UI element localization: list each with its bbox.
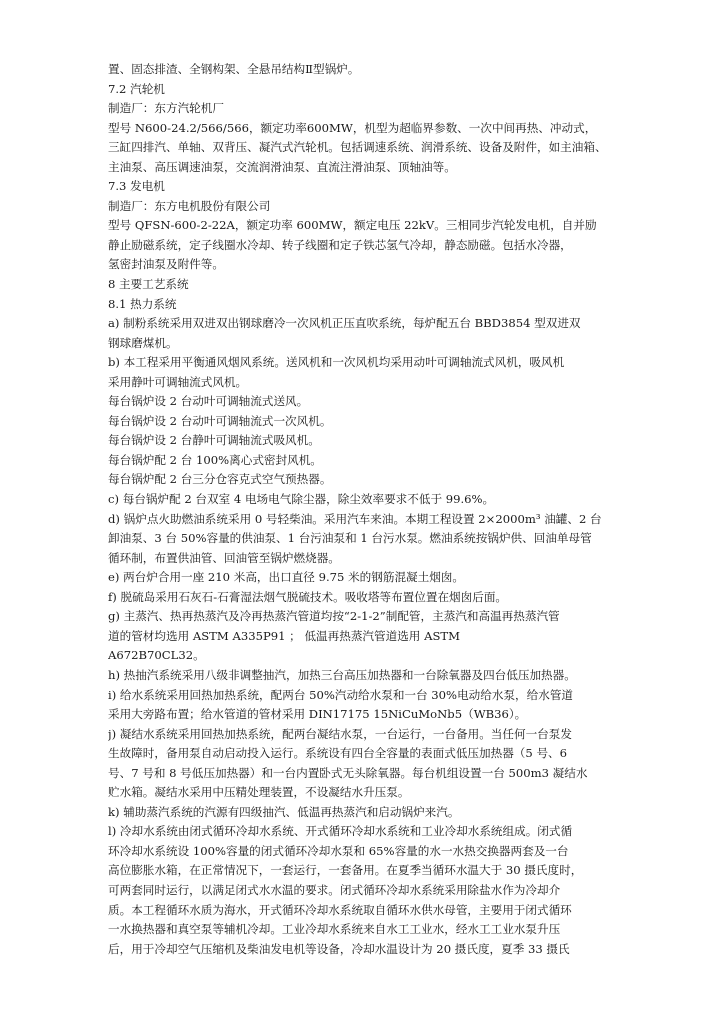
text-line: 每台锅炉设 2 台静叶可调轴流式吸风机。 — [108, 433, 320, 448]
text-line: 静止励磁系统，定子线圈水冷却、转子线圈和定子铁芯氢气冷却，静态励磁。包括水冷器， — [108, 237, 572, 252]
text-line: j) 凝结水系统采用回热加热系统，配两台凝结水泵，一台运行，一台备用。当任何一台泵发 — [108, 726, 572, 741]
text-line: 生故障时，备用泵自动启动投入运行。系统设有四台全容量的表面式低压加热器（5 号、6 — [108, 746, 568, 761]
text-line: f) 脱硫岛采用石灰石-石膏湿法烟气脱硫技术。吸收塔等布置位置在烟囱后面。 — [108, 589, 508, 604]
text-line: 高位膨胀水箱，在正常情况下，一套运行，一套备用。在夏季当循环水温大于 30 摄氏度时， — [108, 863, 583, 878]
text-line: 贮水箱。凝结水采用中压精处理装置，不设凝结水升压泵。 — [108, 785, 410, 800]
text-line: e) 两台炉合用一座 210 米高，出口直径 9.75 米的钢筋混凝土烟囱。 — [108, 570, 465, 585]
text-line: 三缸四排汽、单轴、双背压、凝汽式汽轮机。包括调速系统、润滑系统、设备及附件，如主油箱、 — [108, 140, 607, 155]
text-line: 每台锅炉配 2 台 100%离心式密封风机。 — [108, 452, 322, 467]
text-line: 后，用于冷却空气压缩机及柴油发电机等设备，冷却水温设计为 20 摄氏度，夏季 33 摄氏 — [108, 941, 570, 956]
text-line: 型号 QFSN-600-2-22A，额定功率 600MW，额定电压 22kV。三相同步汽轮发电机，自并励 — [108, 218, 597, 233]
text-line: 主油泵、高压调速油泵，交流润滑油泵、直流注滑油泵、顶轴油等。 — [108, 159, 456, 174]
section-heading: 7.2 汽轮机 — [108, 81, 165, 96]
text-line: 钢球磨煤机。 — [108, 335, 178, 350]
text-line: 每台锅炉设 2 台动叶可调轴流式一次风机。 — [108, 413, 332, 428]
text-line: a) 制粉系统采用双进双出钢球磨冷一次风机正压直吹系统，每炉配五台 BBD3854 型双进双 — [108, 316, 581, 331]
text-line: 制造厂：东方电机股份有限公司 — [108, 198, 271, 213]
text-line: 卸油泵、3 台 50%容量的供油泵、1 台污油泵和 1 台污水泵。燃油系统按锅炉供、回油单母管 — [108, 531, 592, 546]
text-line: 置、固态排渣、全钢构架、全悬吊结构Ⅱ型锅炉。 — [108, 62, 360, 76]
document-page — [108, 60, 632, 959]
text-line: A672B70CL32。 — [108, 648, 205, 663]
text-line: g) 主蒸汽、热再热蒸汽及冷再热蒸汽管道均按“2-1-2”制配管，主蒸汽和高温再热蒸汽管 — [108, 609, 560, 624]
text-line: h) 热抽汽系统采用八级非调整抽汽，加热三台高压加热器和一台除氧器及四台低压加热器。 — [108, 667, 576, 682]
text-line: 制造厂：东方汽轮机厂 — [108, 101, 224, 116]
text-line: 氢密封油泵及附件等。 — [108, 257, 224, 272]
text-line: 号、7 号和 8 号低压加热器）和一台内置卧式无头除氧器。每台机组设置一台 500m3 凝结水 — [108, 765, 588, 780]
text-line: 循环制，布置供油管、回油管至锅炉燃烧器。 — [108, 550, 340, 565]
text-line: 环冷却水系统设 100%容量的闭式循环冷却水泵和 65%容量的水一水热交换器两套及一台 — [108, 843, 569, 858]
text-line: 道的管材均选用 ASTM A335P91 ； 低温再热蒸汽管道选用 ASTM — [108, 628, 461, 643]
text-line: k) 辅助蒸汽系统的汽源有四级抽汽、低温再热蒸汽和启动锅炉来汽。 — [108, 804, 460, 819]
text-line: 采用静叶可调轴流式风机。 — [108, 374, 248, 389]
section-heading: 7.3 发电机 — [108, 179, 165, 194]
text-line: 一水换热器和真空泵等辅机冷却。工业冷却水系统来自水工工业水，经水工工业水泵升压 — [108, 922, 561, 937]
text-line: i) 给水系统采用回热加热系统，配两台 50%汽动给水泵和一台 30%电动给水泵，给水管道 — [108, 687, 574, 702]
text-line: 型号 N600-24.2/566/566，额定功率600MW，机型为超临界参数、一次中间再热、冲动式， — [108, 120, 597, 135]
section-heading: 8 主要工艺系统 — [108, 277, 189, 292]
text-line: l) 冷却水系统由闭式循环冷却水系统、开式循环冷却水系统和工业冷却水系统组成。闭式循 — [108, 824, 573, 839]
section-heading: 8.1 热力系统 — [108, 296, 177, 311]
text-line: 采用大旁路布置；给水管道的管材采用 DIN17175 15NiCuMoNb5（WB36）。 — [108, 707, 527, 722]
text-line: 质。本工程循环水质为海水，开式循环冷却水系统取自循环水供水母管，主要用于闭式循环 — [108, 902, 572, 917]
text-line: d) 锅炉点火助燃油系统采用 0 号轻柴油。采用汽车来油。本期工程设置 2×2000m³ 油罐、2 台 — [108, 511, 602, 526]
text-line: 每台锅炉设 2 台动叶可调轴流式送风。 — [108, 394, 309, 409]
text-line: c) 每台锅炉配 2 台双室 4 电场电气除尘器，除尘效率要求不低于 99.6%。 — [108, 492, 495, 507]
text-line: b) 本工程采用平衡通风烟风系统。送风机和一次风机均采用动叶可调轴流式风机，吸风机 — [108, 355, 565, 370]
text-line: 每台锅炉配 2 台三分仓容克式空气预热器。 — [108, 472, 332, 487]
text-line: 可两套同时运行，以满足闭式水水温的要求。闭式循环冷却水系统采用除盐水作为冷却介 — [108, 882, 561, 897]
